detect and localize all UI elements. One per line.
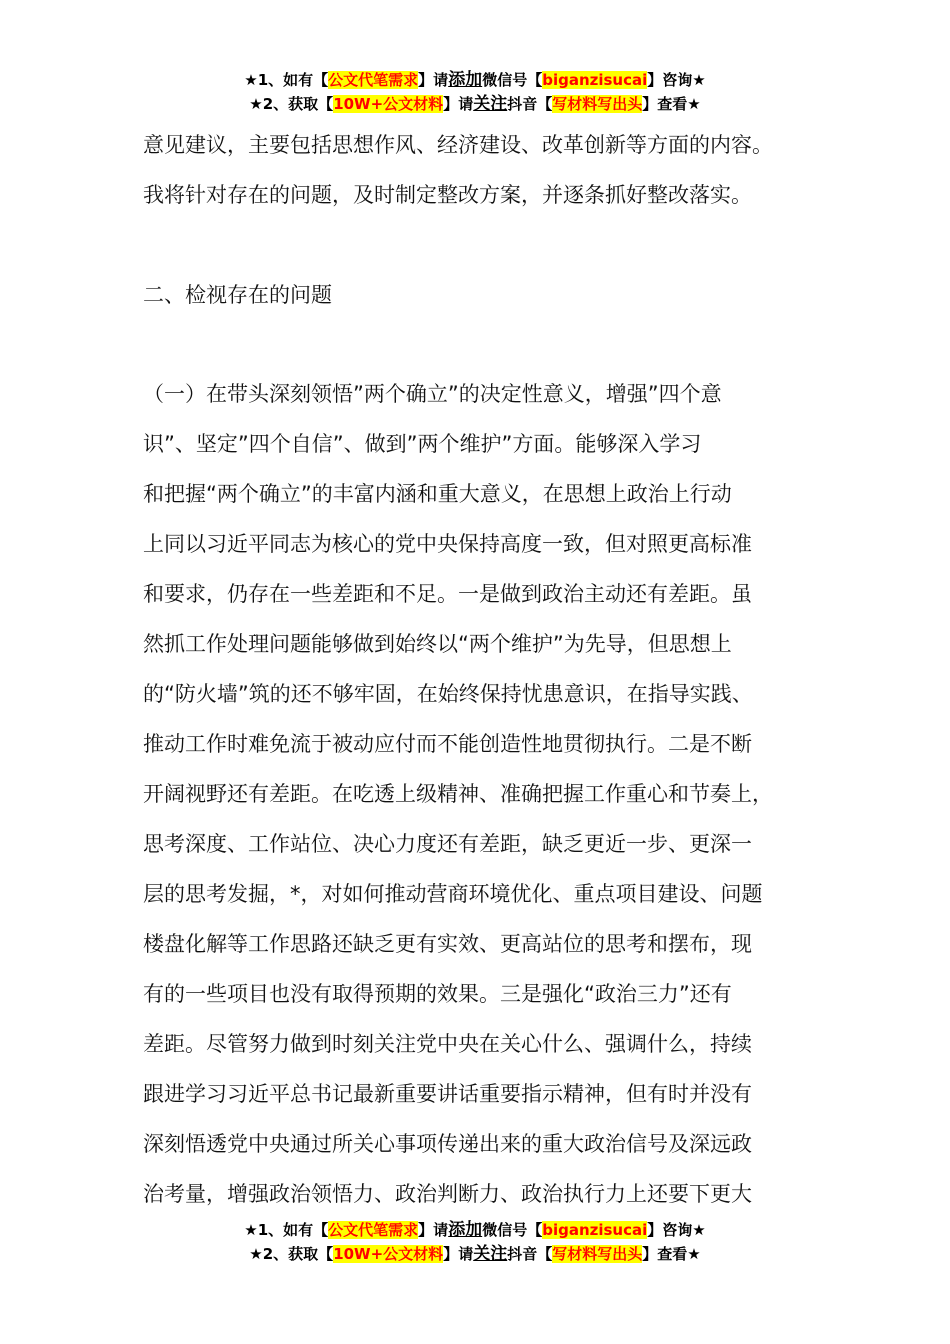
star-icon: ★ <box>249 95 263 113</box>
banner-highlight: 写材料写出头 <box>552 95 643 113</box>
paragraph-line: 开阔视野还有差距。在吃透上级精神、准确把握工作重心和节奏上， <box>143 782 773 806</box>
star-icon: ★ <box>244 1221 258 1239</box>
banner-text: 微信号【 <box>482 1221 543 1239</box>
paragraph-line: 的“防火墙”筑的还不够牢固，在始终保持忧患意识，在指导实践、 <box>143 682 753 706</box>
star-icon: ★ <box>244 71 258 89</box>
paragraph-line: 和要求，仍存在一些差距和不足。一是做到政治主动还有差距。虽 <box>143 582 752 606</box>
banner-highlight: 公文代笔需求 <box>328 71 419 89</box>
intro-paragraph <box>143 120 833 220</box>
paragraph-line: 楼盘化解等工作思路还缺乏更有实效、更高站位的思考和摆布，现 <box>143 932 752 956</box>
paragraph-line: 意见建议，主要包括思想作风、经济建设、改革创新等方面的内容。 <box>143 133 773 157</box>
banner-line-2 <box>0 1242 950 1266</box>
paragraph-line: 深刻悟透党中央通过所关心事项传递出来的重大政治信号及深远政 <box>143 1132 752 1156</box>
paragraph-line: 然抓工作处理问题能够做到始终以“两个维护”为先导，但思想上 <box>143 632 732 656</box>
paragraph-line: 层的思考发掘，*，对如何推动营商环境优化、重点项目建设、问题 <box>143 882 763 906</box>
star-icon: ★ <box>249 1245 263 1263</box>
top-banner <box>0 68 950 116</box>
paragraph-line: 和把握“两个确立”的丰富内涵和重大意义，在思想上政治上行动 <box>143 482 732 506</box>
banner-text: 】咨询 <box>647 1221 693 1239</box>
paragraph-line: 治考量，增强政治领悟力、政治判断力、政治执行力上还要下更大 <box>143 1182 752 1206</box>
paragraph-line: 我将针对存在的问题，及时制定整改方案，并逐条抓好整改落实。 <box>143 183 752 207</box>
star-icon: ★ <box>692 71 706 89</box>
banner-text: 抖音【 <box>507 1245 553 1263</box>
banner-text: 微信号【 <box>482 71 543 89</box>
star-icon: ★ <box>692 1221 706 1239</box>
paragraph-line: 识”、坚定”四个自信”、做到”两个维护”方面。能够深入学习 <box>143 432 702 456</box>
banner-highlight: 写材料写出头 <box>552 1245 643 1263</box>
banner-text: 抖音【 <box>507 95 553 113</box>
banner-highlight: biganzisucai <box>542 71 648 89</box>
paragraph-line: 思考深度、工作站位、决心力度还有差距，缺乏更近一步、更深一 <box>143 832 752 856</box>
banner-text: 】查看 <box>642 95 688 113</box>
paragraph-line: 差距。尽管努力做到时刻关注党中央在关心什么、强调什么，持续 <box>143 1032 752 1056</box>
banner-emphasis: 关注 <box>473 1244 508 1264</box>
star-icon: ★ <box>687 95 701 113</box>
banner-text: 】请 <box>418 1221 449 1239</box>
banner-highlight: 10W+公文材料 <box>333 1245 444 1263</box>
banner-emphasis: 关注 <box>473 94 508 114</box>
banner-text: 】查看 <box>642 1245 688 1263</box>
bottom-banner <box>0 1218 950 1266</box>
paragraph-line: 推动工作时难免流于被动应付而不能创造性地贯彻执行。二是不断 <box>143 732 752 756</box>
banner-highlight: 10W+公文材料 <box>333 95 444 113</box>
banner-line-2 <box>0 92 950 116</box>
banner-text: 】咨询 <box>647 71 693 89</box>
paragraph-line: 上同以习近平同志为核心的党中央保持高度一致，但对照更高标准 <box>143 532 752 556</box>
paragraph-line: 跟进学习习近平总书记最新重要讲话重要指示精神，但有时并没有 <box>143 1082 752 1106</box>
banner-emphasis: 添加 <box>448 1220 483 1240</box>
heading-text: 二、检视存在的问题 <box>143 283 332 307</box>
banner-line-1 <box>0 68 950 92</box>
banner-text: 】请 <box>443 95 474 113</box>
banner-highlight: 公文代笔需求 <box>328 1221 419 1239</box>
banner-text: 1、如有【 <box>257 71 329 89</box>
banner-text: 】请 <box>418 71 449 89</box>
section-heading <box>143 270 833 320</box>
star-icon: ★ <box>687 1245 701 1263</box>
banner-text: 2、获取【 <box>262 1245 334 1263</box>
banner-highlight: biganzisucai <box>542 1221 648 1239</box>
main-paragraph <box>143 369 833 1219</box>
banner-emphasis: 添加 <box>448 70 483 90</box>
banner-text: 2、获取【 <box>262 95 334 113</box>
banner-line-1 <box>0 1218 950 1242</box>
paragraph-line: （一）在带头深刻领悟”两个确立”的决定性意义，增强”四个意 <box>143 382 722 406</box>
banner-text: 】请 <box>443 1245 474 1263</box>
paragraph-line: 有的一些项目也没有取得预期的效果。三是强化“政治三力”还有 <box>143 982 732 1006</box>
banner-text: 1、如有【 <box>257 1221 329 1239</box>
